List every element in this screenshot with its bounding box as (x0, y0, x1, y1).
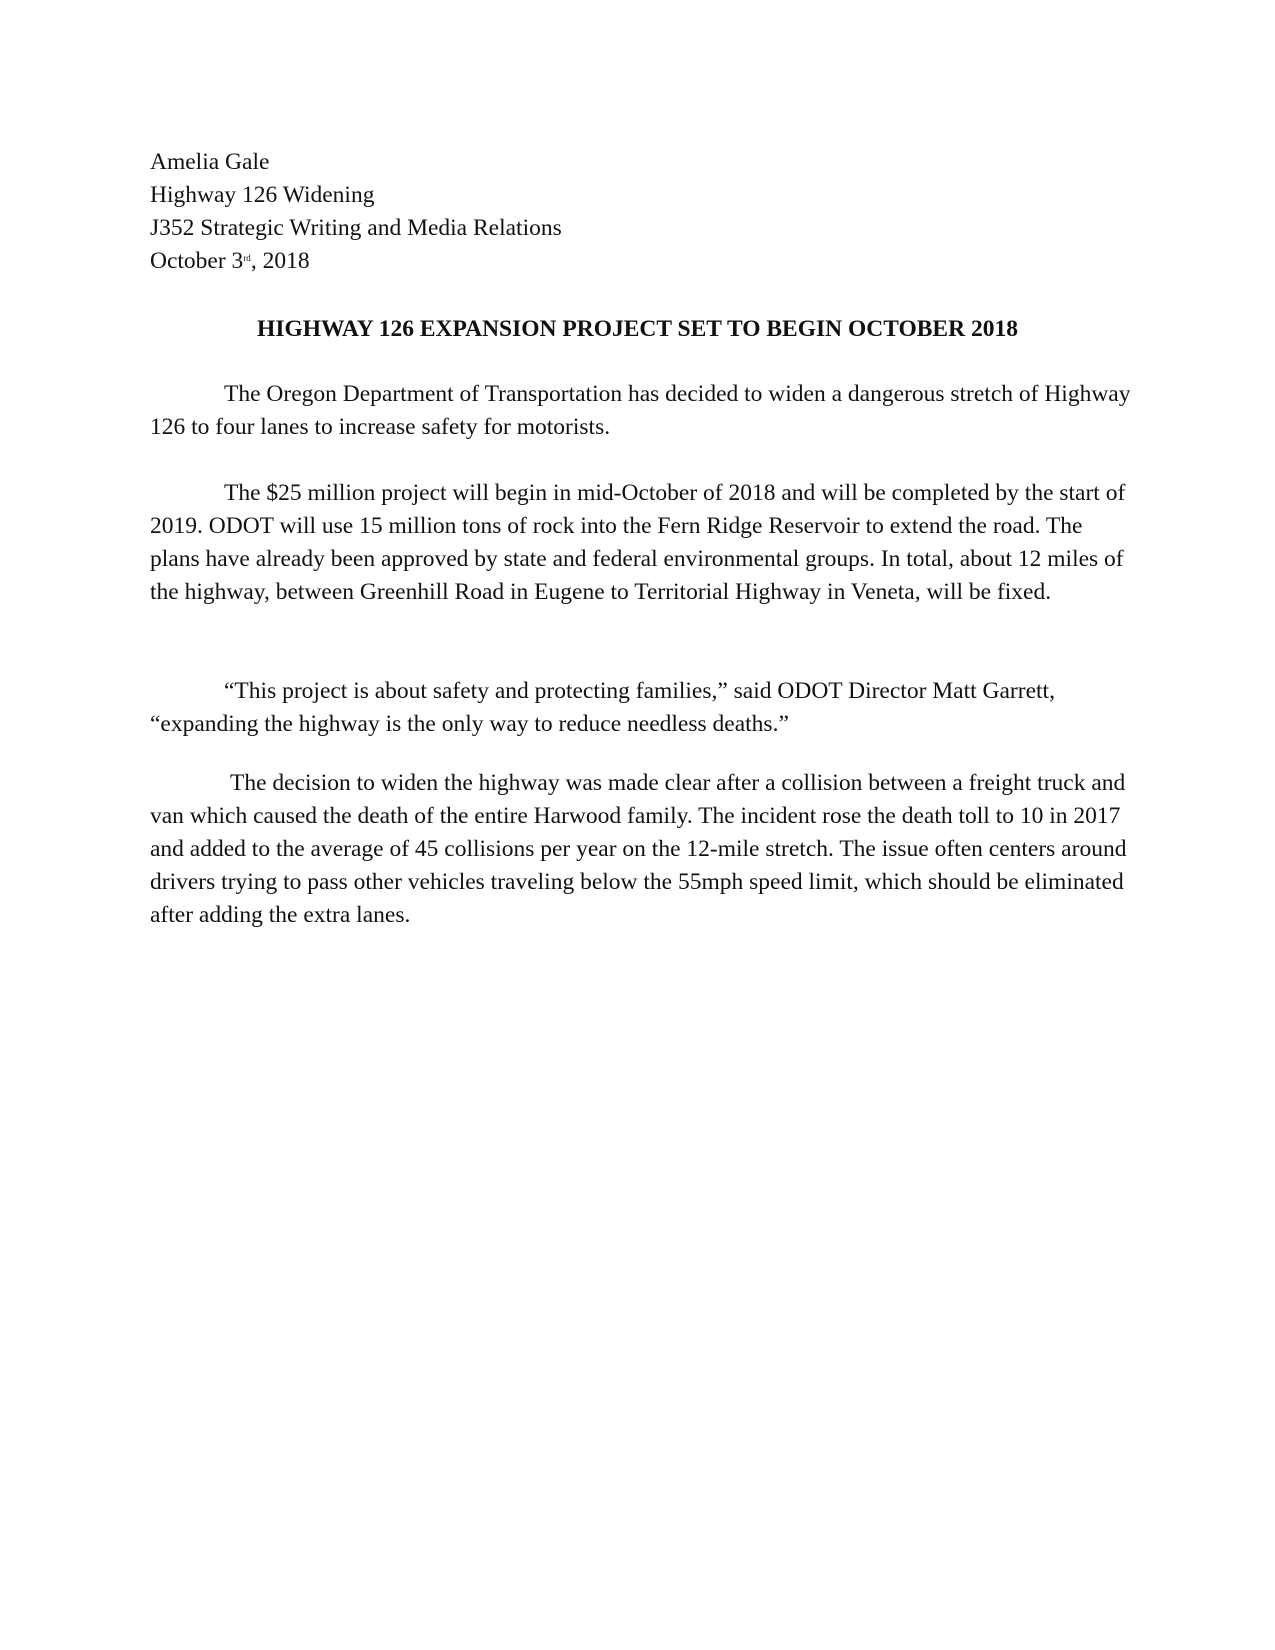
date-month-day: October 3 (150, 248, 244, 274)
press-release-headline: HIGHWAY 126 EXPANSION PROJECT SET TO BEGIN OCTOBER 2018 (257, 316, 1018, 342)
author-name: Amelia Gale (150, 149, 270, 175)
course-name: J352 Strategic Writing and Media Relations (150, 215, 562, 241)
body-paragraph: “This project is about safety and protecting families,” said ODOT Director Matt Garrett, “expanding the highway is the only way to reduce needless deaths.” (150, 678, 1055, 737)
document-header (150, 146, 562, 278)
date-ordinal: rd (243, 253, 251, 263)
assignment-topic: Highway 126 Widening (150, 182, 375, 208)
body-paragraph: The decision to widen the highway was made clear after a collision between a freight truck and van which caused the death of the entire Harwood family. The incident rose the death toll to 10 in 2017 and added to the average of 45 collisions per year on the 12-mile stretch. The issue often centers around drivers trying to pass other vehicles traveling below the 55mph speed limit, which should be eliminated after adding the extra lanes. (150, 770, 1127, 928)
document-date (150, 245, 562, 278)
date-year: , 2018 (250, 248, 310, 274)
body-paragraph: The Oregon Department of Transportation has decided to widen a dangerous stretch of Highway 126 to four lanes to increase safety for motorists. (150, 381, 1131, 440)
body-paragraph: The $25 million project will begin in mid-October of 2018 and will be completed by the start of 2019. ODOT will use 15 million tons of rock into the Fern Ridge Reservoir to extend the road. The plans have already been approved by state and federal environmental groups. In total, about 12 miles of the highway, between Greenhill Road in Eugene to Territorial Highway in Veneta, will be fixed. (150, 480, 1126, 605)
